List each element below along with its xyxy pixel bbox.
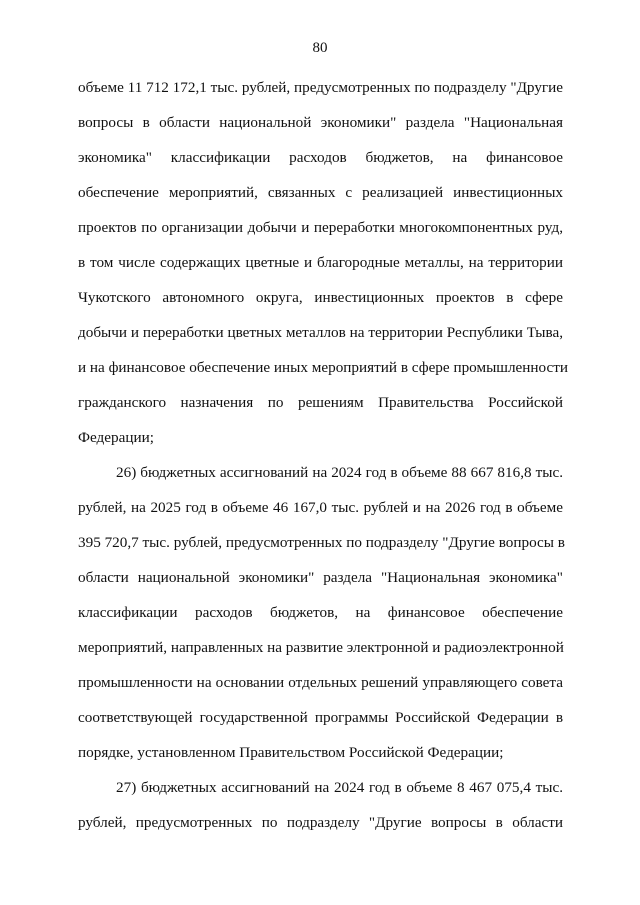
text-line: 395 720,7 тыс. рублей, предусмотренных по подразделу "Другие вопросы в bbox=[78, 534, 565, 551]
text-line: 27) бюджетных ассигнований на 2024 год в объеме 8 467 075,4 тыс. bbox=[116, 779, 563, 796]
text-line: экономика" классификации расходов бюджетов, на финансовое bbox=[78, 149, 563, 166]
text-line: и на финансовое обеспечение иных мероприятий в сфере промышленности bbox=[78, 359, 569, 376]
page-number: 80 bbox=[312, 40, 328, 56]
text-line: промышленности на основании отдельных решений управляющего совета bbox=[78, 674, 563, 691]
text-line: 26) бюджетных ассигнований на 2024 год в объеме 88 667 816,8 тыс. bbox=[116, 464, 563, 481]
text-line: мероприятий, направленных на развитие электронной и радиоэлектронной bbox=[78, 639, 564, 656]
text-line: вопросы в области национальной экономики" раздела "Национальная bbox=[78, 114, 563, 131]
text-line: объеме 11 712 172,1 тыс. рублей, предусмотренных по подразделу "Другие bbox=[78, 79, 564, 96]
text-line: соответствующей государственной программы Российской Федерации в bbox=[78, 709, 563, 726]
text-line: обеспечение мероприятий, связанных с реализацией инвестиционных bbox=[78, 184, 563, 201]
text-line: рублей, предусмотренных по подразделу "Другие вопросы в области bbox=[78, 814, 563, 831]
text-line: добычи и переработки цветных металлов на территории Республики Тыва, bbox=[78, 324, 563, 341]
text-line: порядке, установленном Правительством Российской Федерации; bbox=[78, 744, 504, 761]
text-line: классификации расходов бюджетов, на финансовое обеспечение bbox=[78, 604, 563, 621]
text-line: Федерации; bbox=[78, 429, 154, 446]
text-line: рублей, на 2025 год в объеме 46 167,0 тыс. рублей и на 2026 год в объеме bbox=[78, 499, 563, 516]
text-line: проектов по организации добычи и переработки многокомпонентных руд, bbox=[78, 219, 563, 236]
text-line: в том числе содержащих цветные и благородные металлы, на территории bbox=[78, 254, 563, 271]
text-line: Чукотского автономного округа, инвестиционных проектов в сфере bbox=[78, 289, 563, 306]
text-line: области национальной экономики" раздела "Национальная экономика" bbox=[78, 569, 563, 586]
text-line: гражданского назначения по решениям Правительства Российской bbox=[78, 394, 563, 411]
